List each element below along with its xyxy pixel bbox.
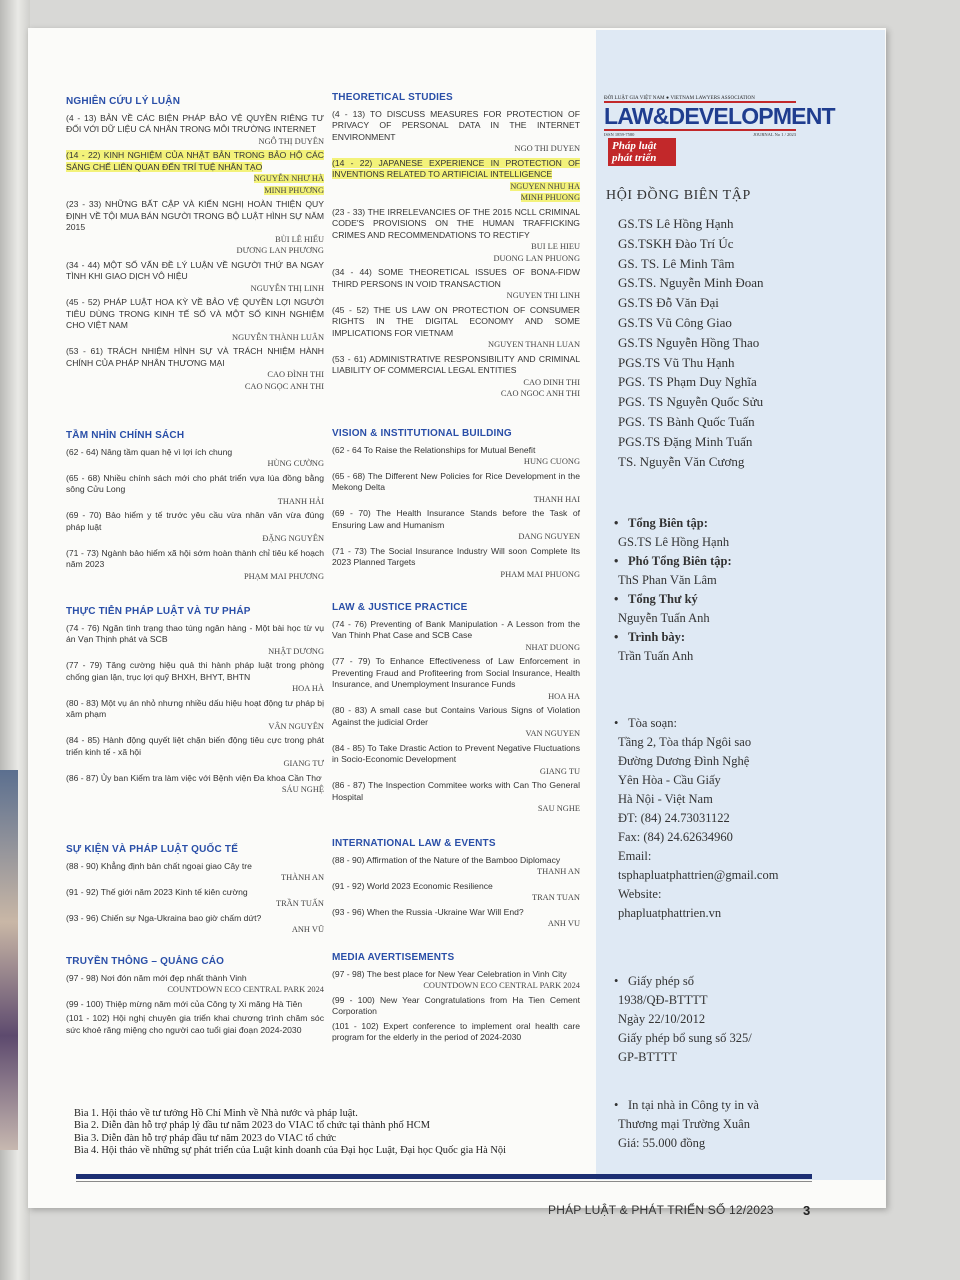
toc-section: [66, 956, 324, 1039]
toc-entry: (84 - 85) To Take Drastic Action to Prevent Negative Fluctuations in Socio-Economic Development GIANG TU: [332, 742, 580, 776]
section-title: MEDIA AVERTISEMENTS: [332, 952, 455, 963]
toc-entry: (74 - 76) Ngăn tình trạng thao túng ngân hàng - Một bài học từ vụ án Vạn Thịnh phát và SCB NHẬT DƯƠNG: [66, 622, 324, 656]
license-info: • Giấy phép số 1938/QĐ-BTTTT Ngày 22/10/2012 Giấy phép bổ sung số 325/ GP-BTTTT: [618, 972, 752, 1067]
board-member: PGS.TS Đặng Minh Tuấn: [618, 433, 753, 449]
logo-wordmark: LAW&DEVELOPMENT: [604, 103, 835, 129]
toc-entry: (86 - 87) The Inspection Commitee works with Can Tho General Hospital SAU NGHE: [332, 780, 580, 813]
toc-entry: (53 - 61) TRÁCH NHIỆM HÌNH SỰ VÀ TRÁCH NHIỆM HÀNH CHÍNH CỦA PHÁP NHÂN THƯƠNG MẠI CAO ĐÌNH THI CAO NGỌC ANH THI: [66, 346, 324, 391]
toc-entry: (84 - 85) Hành động quyết liệt chặn biến động tiêu cực trong phát triển kinh tế - xã hội GIANG TƯ: [66, 735, 324, 768]
toc-entry: (97 - 98) The best place for New Year Celebration in Vinh City COUNTDOWN ECO CENTRAL PARK 2024: [332, 968, 580, 990]
print-info: • In tại nhà in Công ty in và Thương mại Trường Xuân Giá: 55.000 đồng: [618, 1096, 759, 1153]
toc-entry: (86 - 87) Ủy ban Kiểm tra làm việc với Bệnh viện Đa khoa Cần Thơ SÁU NGHỆ: [66, 772, 324, 794]
board-member: GS.TS. Nguyễn Minh Đoan: [618, 275, 764, 291]
facing-page-image-strip: [0, 770, 18, 1150]
section-title: SỰ KIỆN VÀ PHÁP LUẬT QUỐC TẾ: [66, 844, 239, 855]
toc-entry: (62 - 64) Nâng tầm quan hệ vì lợi ích chung HÙNG CƯỜNG: [66, 446, 324, 468]
section-title: LAW & JUSTICE PRACTICE: [332, 602, 468, 613]
toc-entry: (93 - 96) When the Russia -Ukraine War Will End? ANH VU: [332, 906, 580, 928]
toc-entry: (71 - 73) Ngành bảo hiểm xã hội sớm hoàn thành chỉ tiêu kế hoạch năm 2023 PHẠM MAI PHƯƠNG: [66, 547, 324, 581]
footer-rule-thin: [76, 1181, 812, 1182]
toc-entry: (77 - 79) Tăng cường hiệu quả thi hành pháp luật trong phòng chống gian lận, trục lợi quỹ BHXH, BHYT, BHTN HOA HÀ: [66, 660, 324, 693]
editorial-sidebar: [596, 30, 885, 1180]
section-title: VISION & INSTITUTIONAL BUILDING: [332, 428, 512, 439]
section-title: THEORETICAL STUDIES: [332, 92, 453, 103]
section-title: THỰC TIỄN PHÁP LUẬT VÀ TƯ PHÁP: [66, 606, 251, 617]
toc-entry: (62 - 64 To Raise the Relationships for Mutual Benefit HUNG CUONG: [332, 444, 580, 466]
toc-section: [66, 96, 324, 395]
board-member: PGS. TS Bành Quốc Tuấn: [618, 413, 755, 429]
toc-section: [66, 430, 324, 585]
toc-section: [332, 428, 580, 583]
journal-logo: ĐỜI LUẬT GIA VIỆT NAM ● VIETNAM LAWYERS ASSOCIATION LAW&DEVELOPMENT ISSN 1859-7580 JOURNAL No 1 / 2023 Pháp luật phát triển: [604, 96, 835, 164]
toc-entry: (69 - 70) The Health Insurance Stands before the Task of Ensuring Law and Humanism DANG NGUYEN: [332, 508, 580, 541]
section-title: TRUYỀN THÔNG – QUẢNG CÁO: [66, 956, 225, 967]
board-member: PGS. TS Phạm Duy Nghĩa: [618, 374, 757, 390]
price: Giá: 55.000 đồng: [618, 1136, 706, 1150]
cover-notes: Bìa 1. Hội thảo về tư tưởng Hồ Chí Minh về Nhà nước và pháp luật. Bìa 2. Diễn đàn hỗ trợ pháp lý đầu tư năm 2023 do VIAC tổ chức tại thành phố HCM Bìa 3. Diễn đàn hỗ trợ pháp đầu tư năm 2023 do VIAC tổ chức Bìa 4. Hội thảo về những sự phát triển của Luật kinh doanh của Đại học Luật, Đại học Quốc gia Hà Nội: [74, 1108, 506, 1157]
toc-entry: (101 - 102) Expert conference to implement oral health care program for the elderly in the period of 2024-2030: [332, 1020, 580, 1042]
toc-entry-highlighted: (14 - 22) JAPANESE EXPERIENCE IN PROTECTION OF INVENTIONS RELATED TO ARTIFICIAL INTELLIGENCE NGUYEN NHU HA MINH PHUONG: [332, 157, 580, 202]
toc-entry: (23 - 33) NHỮNG BẤT CẬP VÀ KIẾN NGHỊ HOÀN THIỆN QUY ĐỊNH VỀ TỘI MUA BÁN NGƯỜI TRONG BỘ LUẬT HÌNH SỰ NĂM 2015 BÙI LÊ HIẾU DƯƠNG LAN PHƯƠNG: [66, 199, 324, 255]
email-address: tsphapluatphattrien@gmail.com: [618, 868, 779, 882]
toc-entry: (65 - 68) Nhiều chính sách mới cho phát triển vựa lúa đồng bằng sông Cửu Long THANH HẢI: [66, 472, 324, 506]
toc-entry: (71 - 73) The Social Insurance Industry Will soon Complete Its 2023 Planned Targets PHAM MAI PHUONG: [332, 545, 580, 579]
board-member: TS. Nguyễn Văn Cương: [618, 453, 745, 469]
logo-vietnamese-title: Pháp luật phát triển: [608, 138, 676, 166]
toc-entry: (97 - 98) Nơi đón năm mới đẹp nhất thành Vinh COUNTDOWN ECO CENTRAL PARK 2024: [66, 972, 324, 994]
board-member: GS.TS Đỗ Văn Đại: [618, 295, 719, 311]
toc-entry: (91 - 92) Thế giới năm 2023 Kinh tế kiên cường TRẦN TUẤN: [66, 886, 324, 908]
toc-entry: (45 - 52) THE US LAW ON PROTECTION OF CONSUMER RIGHTS IN THE DIGITAL ECONOMY AND SOME IMPLICATIONS FOR VIETNAM NGUYEN THANH LUAN: [332, 304, 580, 349]
editorial-board-list: [618, 214, 764, 471]
toc-entry: (4 - 13) TO DISCUSS MEASURES FOR PROTECTION OF PRIVACY OF PERSONAL DATA IN THE INTERNET ENVIRONMENT NGO THI DUYEN: [332, 108, 580, 153]
toc-entry: (101 - 102) Hội nghị chuyên gia triển khai chương trình chăm sóc sức khoẻ răng miệng cho người cao tuổi giai đoạn 2024-2030: [66, 1013, 324, 1035]
office-info: • Tòa soạn: Tầng 2, Tòa tháp Ngôi sao Đường Dương Đình Nghệ Yên Hòa - Cầu Giấy Hà Nội - Việt Nam ĐT: (84) 24.73031122 Fax: (84) 24.62634960 Email: tsphapluatphattrien@gmail.com Website: phapluatphattrien.vn: [618, 714, 778, 923]
page-number: 3: [803, 1203, 811, 1218]
toc-entry: (34 - 44) MỘT SỐ VẤN ĐỀ LÝ LUẬN VỀ NGƯỜI THỨ BA NGAY TÌNH KHI GIAO DỊCH VÔ HIỆU NGUYỄN THỊ LINH: [66, 259, 324, 293]
board-member: PGS.TS Vũ Thu Hạnh: [618, 354, 735, 370]
toc-entry: (88 - 90) Khẳng định bản chất ngoại giao Cây tre THÀNH AN: [66, 860, 324, 882]
toc-entry: (69 - 70) Bảo hiểm y tế trước yêu cầu vừa nhân văn vừa đúng pháp luật ĐẶNG NGUYÊN: [66, 510, 324, 543]
board-member: PGS. TS Nguyễn Quốc Sửu: [618, 394, 764, 410]
toc-entry: (80 - 83) Một vụ án nhỏ nhưng nhiều dấu hiệu hoạt động tư pháp bị xâm phạm VÂN NGUYÊN: [66, 697, 324, 731]
section-title: INTERNATIONAL LAW & EVENTS: [332, 838, 496, 849]
toc-section: [332, 602, 580, 818]
toc-entry: (99 - 100) New Year Congratulations from Ha Tien Cement Corporation: [332, 994, 580, 1016]
toc-entry: (77 - 79) To Enhance Effectiveness of Law Enforcement in Preventing Fraud and Profiteering from Social Insurance, Health Insurance, and Unemployment Insurance Funds HOA HA: [332, 656, 580, 701]
toc-entry: (65 - 68) The Different New Policies for Rice Development in the Mekong Delta THANH HAI: [332, 470, 580, 504]
toc-section: [332, 952, 580, 1047]
board-member: GS. TS. Lê Minh Tâm: [618, 255, 735, 271]
footer-title: PHÁP LUẬT & PHÁT TRIỂN SỐ 12/2023: [548, 1203, 774, 1217]
toc-entry: (99 - 100) Thiệp mừng năm mới của Công ty Xi măng Hà Tiên: [66, 998, 303, 1009]
section-title: NGHIÊN CỨU LÝ LUẬN: [66, 96, 181, 107]
toc-entry: (74 - 76) Preventing of Bank Manipulation - A Lesson from the Van Thinh Phat Case and SCB Case NHAT DUONG: [332, 618, 580, 652]
website-address: phapluatphattrien.vn: [618, 906, 722, 920]
footer-rule: [76, 1174, 812, 1179]
toc-section: [332, 92, 580, 403]
toc-entry: (88 - 90) Affirmation of the Nature of the Bamboo Diplomacy THANH AN: [332, 854, 580, 876]
toc-section: [66, 606, 324, 799]
editorial-board-title: HỘI ĐỒNG BIÊN TẬP: [606, 188, 751, 203]
toc-entry: (80 - 83) A small case but Contains Various Signs of Violation Against the judicial Order VAN NGUYEN: [332, 705, 580, 738]
toc-entry: (91 - 92) World 2023 Economic Resilience TRAN TUAN: [332, 880, 580, 902]
board-member: GS.TS Lê Hồng Hạnh: [618, 216, 734, 231]
toc-section: [332, 838, 580, 933]
toc-entry: (34 - 44) SOME THEORETICAL ISSUES OF BONA-FIDW THIRD PERSONS IN VOID TRANSACTION NGUYEN THI LINH: [332, 267, 580, 300]
board-member: GS.TSKH Đào Trí Úc: [618, 235, 734, 251]
toc-entry: (23 - 33) THE IRRELEVANCIES OF THE 2015 NCLL CRIMINAL CODE'S PROVISIONS ON THE HUMAN TRAFFICKING CRIMES AND RECOMMENDATIONS TO RECTIFY BUI LE HIEU DUONG LAN PHUONG: [332, 206, 580, 263]
toc-entry: (4 - 13) BẢN VỀ CÁC BIỆN PHÁP BẢO VỆ QUYỀN RIÊNG TƯ ĐỐI VỚI DỮ LIỆU CÁ NHÂN TRONG MÔI TRƯỜNG INTERNET NGÔ THỊ DUYÊN: [66, 112, 324, 146]
board-member: GS.TS Nguyễn Hồng Thao: [618, 334, 760, 350]
board-member: GS.TS Vũ Công Giao: [618, 314, 732, 330]
toc-entry: (45 - 52) PHÁP LUẬT HOA KỲ VỀ BẢO VỆ QUYỀN LỢI NGƯỜI TIÊU DÙNG TRONG KINH TẾ SỐ VÀ MỘT SỐ KINH NGHIỆM CHO VIỆT NAM NGUYỄN THÀNH LUÂN: [66, 297, 324, 342]
toc-entry: (93 - 96) Chiến sự Nga-Ukraina bao giờ chấm dứt? ANH VŨ: [66, 912, 324, 934]
section-title: TẦM NHÌN CHÍNH SÁCH: [66, 430, 185, 441]
toc-entry: (53 - 61) ADMINISTRATIVE RESPONSIBILITY AND CRIMINAL LIABILITY OF COMMERCIAL LEGAL ENTITIES CAO DINH THI CAO NGOC ANH THI: [332, 353, 580, 398]
staff-info: • Tổng Biên tập: GS.TS Lê Hồng Hạnh • Phó Tổng Biên tập: ThS Phan Văn Lâm • Tổng Thư ký Nguyễn Tuấn Anh • Trình bày: Trần Tuấn Anh: [618, 514, 732, 666]
toc-entry-highlighted: (14 - 22) KINH NGHIỆM CỦA NHẬT BẢN TRONG BẢO HỘ CÁC SÁNG CHẾ LIÊN QUAN ĐẾN TRÍ TUỆ NHÂN TẠO NGUYỄN NHƯ HÀ MINH PHƯƠNG: [66, 150, 324, 195]
toc-section: [66, 844, 324, 939]
